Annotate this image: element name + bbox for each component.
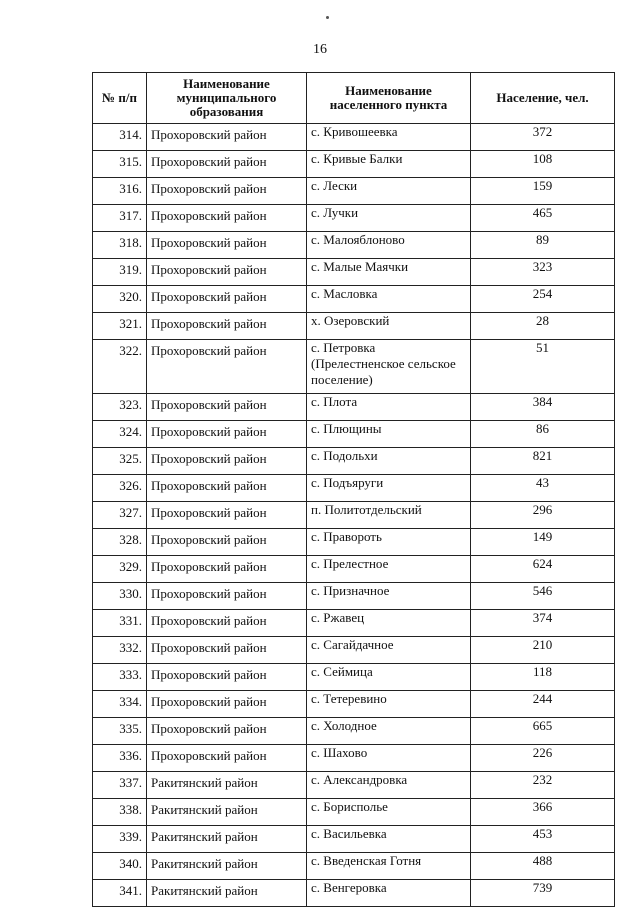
table-row	[93, 529, 615, 556]
row-number: 332.	[93, 637, 147, 664]
table-row	[93, 502, 615, 529]
row-number: 321.	[93, 313, 147, 340]
settlement-cell: с. Масловка	[307, 286, 471, 313]
row-number: 330.	[93, 583, 147, 610]
row-number: 340.	[93, 853, 147, 880]
table-row	[93, 124, 615, 151]
page-number: 16	[313, 42, 327, 57]
municipality-cell: Прохоровский район	[147, 448, 307, 475]
row-number: 322.	[93, 340, 147, 394]
population-cell: 43	[471, 475, 615, 502]
row-number: 323.	[93, 394, 147, 421]
settlement-cell: с. Плющины	[307, 421, 471, 448]
table-row	[93, 340, 615, 394]
municipality-cell: Прохоровский район	[147, 421, 307, 448]
row-number: 315.	[93, 151, 147, 178]
table-row	[93, 394, 615, 421]
table-row	[93, 745, 615, 772]
settlement-cell: с. Холодное	[307, 718, 471, 745]
row-number: 331.	[93, 610, 147, 637]
municipality-cell: Ракитянский район	[147, 880, 307, 907]
municipality-cell: Прохоровский район	[147, 610, 307, 637]
table-row	[93, 664, 615, 691]
row-number: 314.	[93, 124, 147, 151]
municipality-cell: Ракитянский район	[147, 772, 307, 799]
row-number: 334.	[93, 691, 147, 718]
municipality-cell: Прохоровский район	[147, 583, 307, 610]
municipality-cell: Прохоровский район	[147, 259, 307, 286]
row-number: 335.	[93, 718, 147, 745]
settlement-cell: с. Малояблоново	[307, 232, 471, 259]
settlement-cell: с. Плота	[307, 394, 471, 421]
population-cell: 488	[471, 853, 615, 880]
table-row	[93, 853, 615, 880]
municipality-cell: Ракитянский район	[147, 853, 307, 880]
scan-dot	[326, 16, 329, 19]
population-cell: 210	[471, 637, 615, 664]
population-cell: 51	[471, 340, 615, 394]
row-number: 328.	[93, 529, 147, 556]
settlement-cell: с. Призначное	[307, 583, 471, 610]
table-body	[93, 124, 615, 907]
table-header-row	[93, 73, 615, 124]
municipality-cell: Прохоровский район	[147, 178, 307, 205]
settlement-cell: с. Лучки	[307, 205, 471, 232]
municipality-cell: Прохоровский район	[147, 745, 307, 772]
table-row	[93, 772, 615, 799]
population-cell: 821	[471, 448, 615, 475]
settlement-cell: п. Политотдельский	[307, 502, 471, 529]
row-number: 324.	[93, 421, 147, 448]
population-cell: 372	[471, 124, 615, 151]
table-row	[93, 691, 615, 718]
table-row	[93, 151, 615, 178]
table-row	[93, 475, 615, 502]
table-row	[93, 232, 615, 259]
population-cell: 86	[471, 421, 615, 448]
municipality-cell: Прохоровский район	[147, 151, 307, 178]
table-row	[93, 880, 615, 907]
table-row	[93, 205, 615, 232]
population-cell: 89	[471, 232, 615, 259]
table-row	[93, 286, 615, 313]
settlement-cell: с. Александровка	[307, 772, 471, 799]
settlement-cell: с. Малые Маячки	[307, 259, 471, 286]
settlement-cell: с. Ржавец	[307, 610, 471, 637]
settlement-cell: с. Правороть	[307, 529, 471, 556]
settlement-cell: х. Озеровский	[307, 313, 471, 340]
population-cell: 149	[471, 529, 615, 556]
table-row	[93, 313, 615, 340]
header-settlement: Наименование населенного пункта	[307, 73, 471, 124]
settlement-cell: с. Подольхи	[307, 448, 471, 475]
municipality-cell: Прохоровский район	[147, 475, 307, 502]
population-cell: 232	[471, 772, 615, 799]
row-number: 339.	[93, 826, 147, 853]
population-cell: 465	[471, 205, 615, 232]
settlement-cell: с. Введенская Готня	[307, 853, 471, 880]
population-cell: 323	[471, 259, 615, 286]
municipality-cell: Прохоровский район	[147, 664, 307, 691]
municipality-cell: Ракитянский район	[147, 826, 307, 853]
row-number: 341.	[93, 880, 147, 907]
settlement-cell: с. Кривые Балки	[307, 151, 471, 178]
population-cell: 296	[471, 502, 615, 529]
settlement-cell: с. Васильевка	[307, 826, 471, 853]
population-cell: 159	[471, 178, 615, 205]
row-number: 329.	[93, 556, 147, 583]
table-row	[93, 583, 615, 610]
row-number: 318.	[93, 232, 147, 259]
row-number: 338.	[93, 799, 147, 826]
row-number: 333.	[93, 664, 147, 691]
settlement-cell: с. Борисполье	[307, 799, 471, 826]
settlement-cell: с. Прелестное	[307, 556, 471, 583]
settlement-cell: с. Сагайдачное	[307, 637, 471, 664]
table-row	[93, 718, 615, 745]
settlement-cell: с. Подъяруги	[307, 475, 471, 502]
population-cell: 546	[471, 583, 615, 610]
municipality-cell: Прохоровский район	[147, 124, 307, 151]
row-number: 336.	[93, 745, 147, 772]
row-number: 326.	[93, 475, 147, 502]
municipality-cell: Прохоровский район	[147, 205, 307, 232]
population-cell: 739	[471, 880, 615, 907]
municipality-cell: Прохоровский район	[147, 232, 307, 259]
municipality-cell: Прохоровский район	[147, 286, 307, 313]
table-row	[93, 799, 615, 826]
municipality-cell: Прохоровский район	[147, 313, 307, 340]
row-number: 319.	[93, 259, 147, 286]
row-number: 337.	[93, 772, 147, 799]
table-row	[93, 826, 615, 853]
table-row	[93, 421, 615, 448]
population-cell: 28	[471, 313, 615, 340]
population-cell: 226	[471, 745, 615, 772]
header-municipality: Наименование муниципального образования	[147, 73, 307, 124]
municipality-cell: Прохоровский район	[147, 394, 307, 421]
table-row	[93, 178, 615, 205]
municipality-cell: Прохоровский район	[147, 637, 307, 664]
settlement-cell: с. Кривошеевка	[307, 124, 471, 151]
population-cell: 108	[471, 151, 615, 178]
settlement-cell: с. Лески	[307, 178, 471, 205]
municipality-cell: Прохоровский район	[147, 502, 307, 529]
settlements-table	[92, 72, 615, 907]
table-row	[93, 259, 615, 286]
table-row	[93, 610, 615, 637]
table-row	[93, 556, 615, 583]
settlement-cell: с. Сеймица	[307, 664, 471, 691]
table-row	[93, 637, 615, 664]
settlement-cell: с. Венгеровка	[307, 880, 471, 907]
table-row	[93, 448, 615, 475]
settlement-cell: с. Петровка (Прелестненское сельское поселение)	[307, 340, 471, 394]
row-number: 325.	[93, 448, 147, 475]
population-cell: 254	[471, 286, 615, 313]
municipality-cell: Прохоровский район	[147, 691, 307, 718]
row-number: 327.	[93, 502, 147, 529]
population-cell: 366	[471, 799, 615, 826]
settlement-cell: с. Тетеревино	[307, 691, 471, 718]
population-cell: 624	[471, 556, 615, 583]
municipality-cell: Прохоровский район	[147, 340, 307, 394]
population-cell: 374	[471, 610, 615, 637]
row-number: 317.	[93, 205, 147, 232]
header-population: Население, чел.	[471, 73, 615, 124]
row-number: 320.	[93, 286, 147, 313]
row-number: 316.	[93, 178, 147, 205]
population-cell: 244	[471, 691, 615, 718]
settlement-cell: с. Шахово	[307, 745, 471, 772]
population-cell: 453	[471, 826, 615, 853]
population-cell: 118	[471, 664, 615, 691]
municipality-cell: Прохоровский район	[147, 718, 307, 745]
municipality-cell: Прохоровский район	[147, 556, 307, 583]
municipality-cell: Ракитянский район	[147, 799, 307, 826]
population-cell: 665	[471, 718, 615, 745]
population-cell: 384	[471, 394, 615, 421]
header-num: № п/п	[93, 73, 147, 124]
municipality-cell: Прохоровский район	[147, 529, 307, 556]
